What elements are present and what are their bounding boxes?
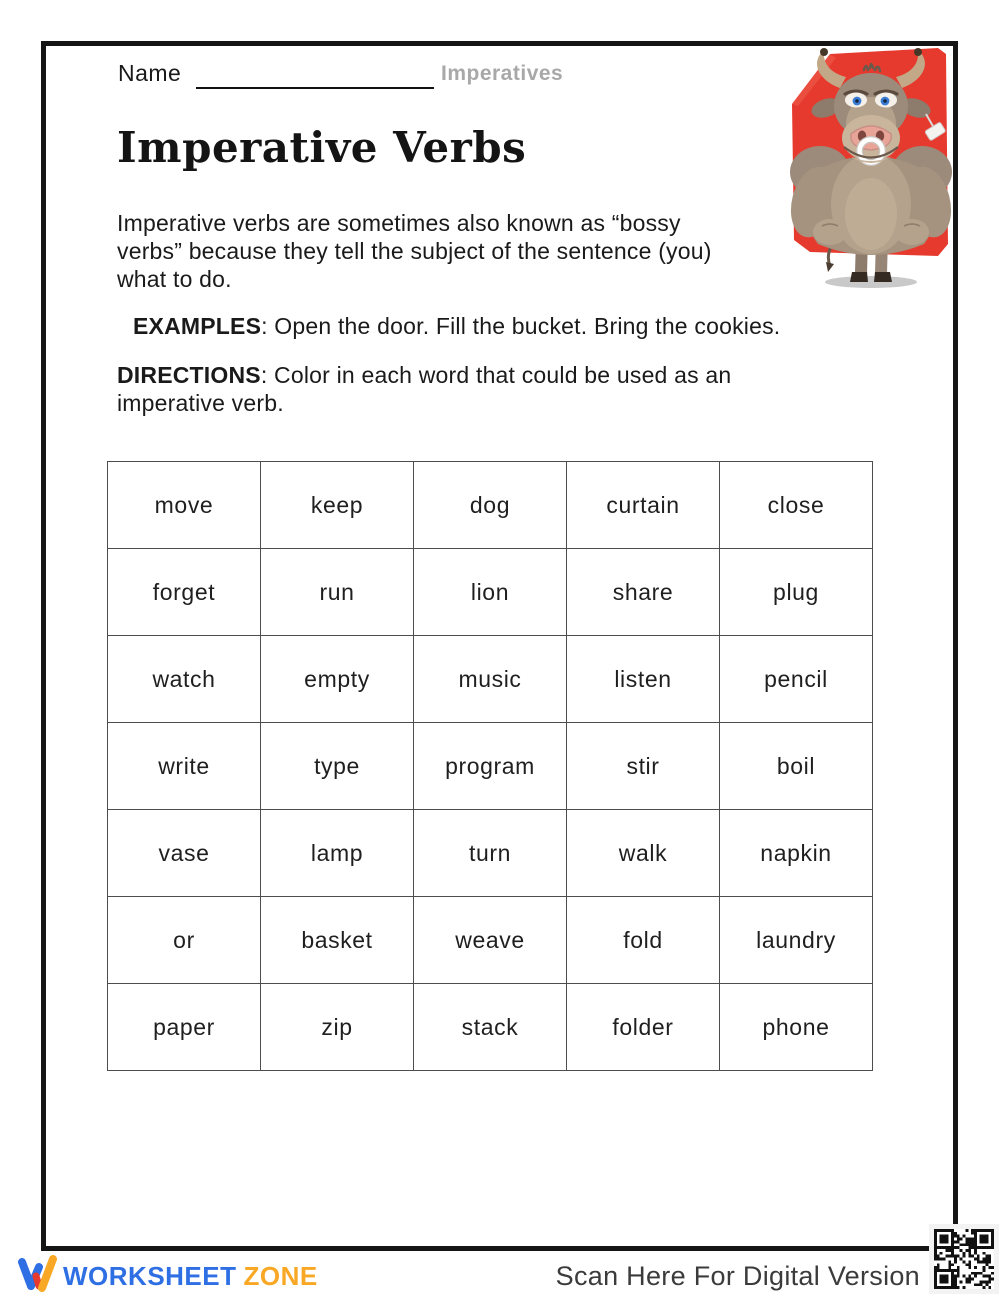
word-cell[interactable]: plug bbox=[720, 549, 873, 636]
intro-line: verbs” because they tell the subject of the sentence (you) bbox=[117, 238, 712, 264]
worksheetzone-logo-icon bbox=[17, 1254, 59, 1294]
name-blank-line[interactable] bbox=[196, 63, 434, 89]
word-row bbox=[108, 897, 873, 984]
bull-illustration bbox=[778, 44, 964, 292]
word-grid bbox=[107, 461, 873, 1071]
worksheetzone-wordmark bbox=[63, 1261, 318, 1292]
word-cell[interactable]: watch bbox=[108, 636, 261, 723]
word-row bbox=[108, 723, 873, 810]
directions-text: : Color in each word that could be used as an bbox=[260, 362, 732, 388]
word-cell[interactable]: keep bbox=[261, 462, 414, 549]
word-cell[interactable]: pencil bbox=[720, 636, 873, 723]
word-row bbox=[108, 636, 873, 723]
word-cell[interactable]: or bbox=[108, 897, 261, 984]
word-cell[interactable]: empty bbox=[261, 636, 414, 723]
word-cell[interactable]: turn bbox=[414, 810, 567, 897]
word-cell[interactable]: laundry bbox=[720, 897, 873, 984]
word-cell[interactable]: weave bbox=[414, 897, 567, 984]
directions-text: imperative verb. bbox=[117, 390, 284, 416]
qr-code bbox=[929, 1224, 999, 1294]
word-cell[interactable]: run bbox=[261, 549, 414, 636]
word-cell[interactable]: zip bbox=[261, 984, 414, 1071]
word-cell[interactable]: napkin bbox=[720, 810, 873, 897]
intro-line: Imperative verbs are sometimes also known as “bossy bbox=[117, 210, 681, 236]
intro-paragraph bbox=[117, 209, 712, 293]
word-cell[interactable]: lamp bbox=[261, 810, 414, 897]
directions-label: DIRECTIONS bbox=[117, 362, 261, 388]
page-title: Imperative Verbs bbox=[117, 123, 527, 172]
word-cell[interactable]: forget bbox=[108, 549, 261, 636]
word-cell[interactable]: dog bbox=[414, 462, 567, 549]
word-cell[interactable]: boil bbox=[720, 723, 873, 810]
word-cell[interactable]: stack bbox=[414, 984, 567, 1071]
word-cell[interactable]: paper bbox=[108, 984, 261, 1071]
word-row bbox=[108, 549, 873, 636]
word-row bbox=[108, 984, 873, 1071]
word-cell[interactable]: program bbox=[414, 723, 567, 810]
examples-line bbox=[133, 313, 780, 340]
word-cell[interactable]: close bbox=[720, 462, 873, 549]
word-cell[interactable]: folder bbox=[567, 984, 720, 1071]
word-row bbox=[108, 462, 873, 549]
word-cell[interactable]: lion bbox=[414, 549, 567, 636]
word-cell[interactable]: phone bbox=[720, 984, 873, 1071]
word-cell[interactable]: write bbox=[108, 723, 261, 810]
directions-paragraph bbox=[117, 361, 731, 417]
word-cell[interactable]: walk bbox=[567, 810, 720, 897]
word-cell[interactable]: stir bbox=[567, 723, 720, 810]
examples-text: : Open the door. Fill the bucket. Bring the cookies. bbox=[261, 313, 781, 339]
word-cell[interactable]: fold bbox=[567, 897, 720, 984]
word-cell[interactable]: move bbox=[108, 462, 261, 549]
examples-label: EXAMPLES bbox=[133, 313, 262, 339]
name-label: Name bbox=[118, 60, 182, 86]
brand-worksheet: WORKSHEET bbox=[63, 1261, 237, 1291]
word-cell[interactable]: basket bbox=[261, 897, 414, 984]
word-cell[interactable]: listen bbox=[567, 636, 720, 723]
brand-zone: ZONE bbox=[243, 1261, 318, 1291]
word-cell[interactable]: share bbox=[567, 549, 720, 636]
word-cell[interactable]: vase bbox=[108, 810, 261, 897]
word-grid-body bbox=[108, 462, 873, 1071]
qr-modules bbox=[934, 1229, 994, 1289]
intro-line: what to do. bbox=[117, 266, 232, 292]
word-cell[interactable]: curtain bbox=[567, 462, 720, 549]
word-cell[interactable]: music bbox=[414, 636, 567, 723]
word-row bbox=[108, 810, 873, 897]
scan-here-text: Scan Here For Digital Version bbox=[555, 1261, 920, 1291]
word-cell[interactable]: type bbox=[261, 723, 414, 810]
worksheet-tag: Imperatives bbox=[441, 62, 564, 85]
